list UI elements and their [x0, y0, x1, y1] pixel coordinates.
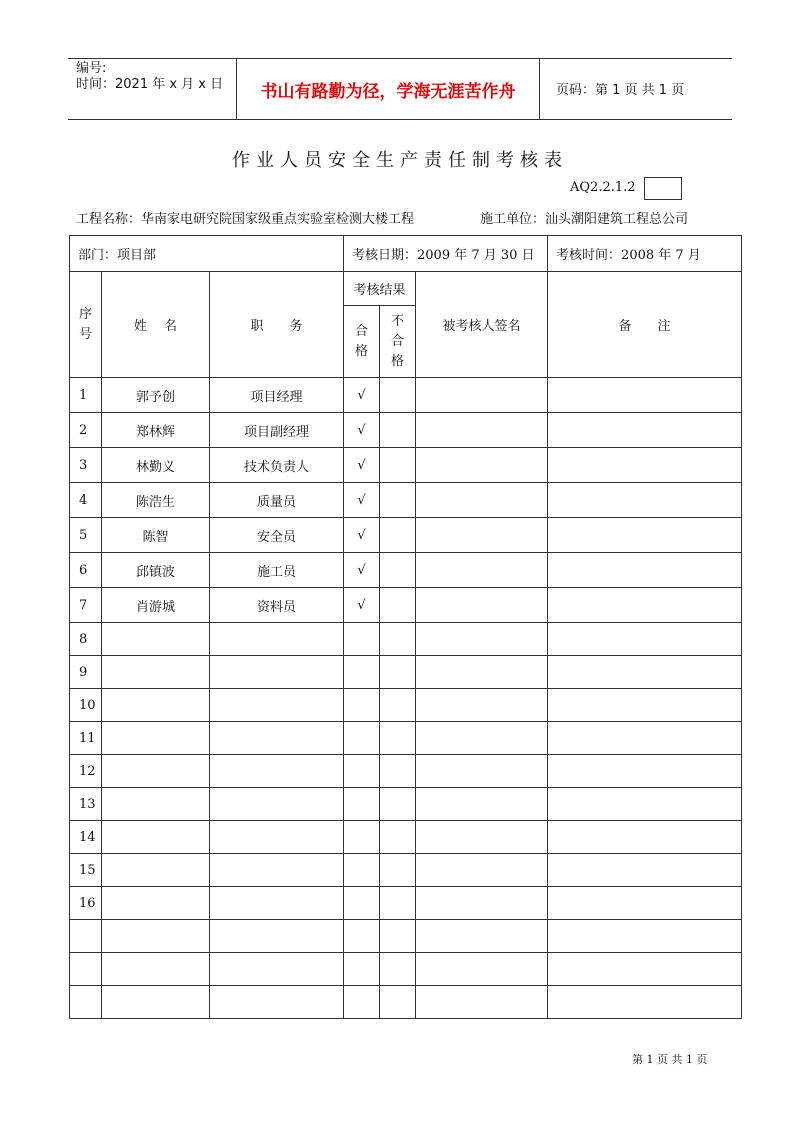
table-row — [70, 887, 742, 920]
pass-cell: √ — [344, 448, 380, 483]
fail-cell — [380, 755, 416, 788]
seq-cell: 3 — [70, 448, 102, 483]
remark-cell — [548, 986, 742, 1019]
column-header-row — [70, 272, 742, 306]
signature-cell — [416, 483, 548, 518]
seq-cell: 15 — [70, 854, 102, 887]
table-row — [70, 953, 742, 986]
signature-cell — [416, 689, 548, 722]
seq-cell: 5 — [70, 518, 102, 553]
fail-cell — [380, 518, 416, 553]
name-cell: 陈智 — [102, 518, 210, 553]
seq-cell — [70, 986, 102, 1019]
table-row — [70, 413, 742, 448]
name-cell: 邱镇波 — [102, 553, 210, 588]
name-cell: 肖游城 — [102, 588, 210, 623]
table-row — [70, 623, 742, 656]
assess-period-cell: 考核时间：2008 年 7 月 — [548, 236, 742, 272]
fail-cell — [380, 854, 416, 887]
remark-cell — [548, 821, 742, 854]
seq-cell: 9 — [70, 656, 102, 689]
signature-header: 被考核人签名 — [416, 272, 548, 378]
fail-cell — [380, 378, 416, 413]
fail-cell — [380, 483, 416, 518]
remark-cell — [548, 854, 742, 887]
table-row — [70, 788, 742, 821]
seq-header-bottom: 号 — [78, 326, 92, 342]
fail-cell — [380, 887, 416, 920]
table-row — [70, 588, 742, 623]
name-cell — [102, 854, 210, 887]
pass-cell — [344, 986, 380, 1019]
table-row — [70, 722, 742, 755]
fail-header-1: 不 — [391, 313, 405, 329]
seq-cell: 13 — [70, 788, 102, 821]
position-cell — [210, 821, 344, 854]
position-cell: 项目经理 — [210, 378, 344, 413]
position-cell: 安全员 — [210, 518, 344, 553]
signature-cell — [416, 953, 548, 986]
header-meta — [76, 61, 223, 93]
pass-cell: √ — [344, 553, 380, 588]
table-row — [70, 986, 742, 1019]
project-name: 工程名称：华南家电研究院国家级重点实验室检测大楼工程 — [76, 212, 415, 227]
pass-cell: √ — [344, 588, 380, 623]
position-cell: 项目副经理 — [210, 413, 344, 448]
remark-header: 备 注 — [548, 272, 742, 378]
remark-cell — [548, 413, 742, 448]
remark-cell — [548, 588, 742, 623]
seq-cell — [70, 953, 102, 986]
pass-cell: √ — [344, 378, 380, 413]
signature-cell — [416, 821, 548, 854]
remark-cell — [548, 656, 742, 689]
signature-cell — [416, 378, 548, 413]
remark-cell — [548, 483, 742, 518]
seq-header-top: 序 — [78, 306, 92, 322]
seq-cell: 1 — [70, 378, 102, 413]
document-header — [68, 58, 732, 120]
pass-cell — [344, 689, 380, 722]
signature-cell — [416, 413, 548, 448]
name-cell — [102, 656, 210, 689]
seq-cell — [70, 920, 102, 953]
seq-cell: 16 — [70, 887, 102, 920]
seq-cell: 6 — [70, 553, 102, 588]
position-cell — [210, 623, 344, 656]
motto-banner: 书山有路勤为径，学海无涯苦作舟 — [236, 59, 540, 119]
signature-cell — [416, 755, 548, 788]
fail-cell — [380, 413, 416, 448]
table-row — [70, 821, 742, 854]
table-row — [70, 656, 742, 689]
seq-cell: 2 — [70, 413, 102, 448]
position-cell — [210, 854, 344, 887]
fail-cell — [380, 689, 416, 722]
name-header: 姓 名 — [102, 272, 210, 378]
table-row — [70, 483, 742, 518]
remark-cell — [548, 448, 742, 483]
fail-cell — [380, 623, 416, 656]
pass-cell — [344, 920, 380, 953]
result-header: 考核结果 — [344, 272, 416, 306]
fail-header — [380, 306, 416, 378]
pass-cell — [344, 623, 380, 656]
pass-header — [344, 306, 380, 378]
fail-cell — [380, 821, 416, 854]
signature-cell — [416, 448, 548, 483]
seq-cell: 7 — [70, 588, 102, 623]
doc-number-label: 编号: — [76, 61, 107, 76]
table-row — [70, 553, 742, 588]
position-cell: 施工员 — [210, 553, 344, 588]
signature-cell — [416, 518, 548, 553]
seq-cell: 12 — [70, 755, 102, 788]
name-cell — [102, 887, 210, 920]
signature-cell — [416, 788, 548, 821]
signature-cell — [416, 656, 548, 689]
table-row — [70, 448, 742, 483]
pass-cell: √ — [344, 483, 380, 518]
position-cell — [210, 986, 344, 1019]
fail-cell — [380, 920, 416, 953]
pass-cell: √ — [344, 413, 380, 448]
remark-cell — [548, 518, 742, 553]
fail-header-2: 合 — [391, 333, 405, 349]
fail-cell — [380, 788, 416, 821]
assess-date-cell: 考核日期：2009 年 7 月 30 日 — [344, 236, 548, 272]
name-cell — [102, 986, 210, 1019]
fail-cell — [380, 986, 416, 1019]
signature-cell — [416, 722, 548, 755]
signature-cell — [416, 986, 548, 1019]
signature-cell — [416, 920, 548, 953]
position-cell — [210, 656, 344, 689]
seq-cell: 4 — [70, 483, 102, 518]
time-label: 时间：2021 年 x 月 x 日 — [76, 77, 224, 92]
signature-cell — [416, 588, 548, 623]
seq-cell: 8 — [70, 623, 102, 656]
seq-cell: 14 — [70, 821, 102, 854]
position-cell: 资料员 — [210, 588, 344, 623]
position-cell — [210, 920, 344, 953]
fail-cell — [380, 953, 416, 986]
department-cell: 部门：项目部 — [70, 236, 344, 272]
signature-cell — [416, 623, 548, 656]
position-header: 职 务 — [210, 272, 344, 378]
name-cell — [102, 788, 210, 821]
table-row — [70, 920, 742, 953]
signature-cell — [416, 854, 548, 887]
position-cell — [210, 722, 344, 755]
remark-cell — [548, 623, 742, 656]
construction-unit: 施工单位：汕头潮阳建筑工程总公司 — [480, 212, 689, 227]
name-cell: 郭予创 — [102, 378, 210, 413]
pass-header-bottom: 格 — [355, 343, 369, 359]
page-footer: 第 1 页 共 1 页 — [632, 1053, 708, 1066]
remark-cell — [548, 755, 742, 788]
fail-cell — [380, 722, 416, 755]
pass-cell — [344, 854, 380, 887]
remark-cell — [548, 553, 742, 588]
fail-header-3: 格 — [391, 353, 405, 369]
pass-cell — [344, 656, 380, 689]
fail-cell — [380, 588, 416, 623]
pass-cell — [344, 788, 380, 821]
position-cell — [210, 755, 344, 788]
position-cell — [210, 953, 344, 986]
assessment-table — [69, 235, 742, 1019]
remark-cell — [548, 887, 742, 920]
position-cell — [210, 887, 344, 920]
table-row — [70, 854, 742, 887]
position-cell — [210, 788, 344, 821]
pass-cell — [344, 953, 380, 986]
name-cell — [102, 755, 210, 788]
fail-cell — [380, 553, 416, 588]
position-cell: 技术负责人 — [210, 448, 344, 483]
remark-cell — [548, 788, 742, 821]
name-cell — [102, 920, 210, 953]
table-row — [70, 755, 742, 788]
fail-cell — [380, 656, 416, 689]
info-row — [70, 236, 742, 272]
fail-cell — [380, 448, 416, 483]
form-code: AQ2.2.1.2 — [570, 180, 636, 195]
seq-cell: 11 — [70, 722, 102, 755]
name-cell: 陈浩生 — [102, 483, 210, 518]
table-row — [70, 518, 742, 553]
name-cell — [102, 821, 210, 854]
page-title: 作业人员安全生产责任制考核表 — [232, 150, 568, 171]
name-cell: 林勤义 — [102, 448, 210, 483]
name-cell — [102, 623, 210, 656]
pass-cell — [344, 755, 380, 788]
remark-cell — [548, 689, 742, 722]
pass-cell — [344, 887, 380, 920]
seq-cell: 10 — [70, 689, 102, 722]
remark-cell — [548, 722, 742, 755]
pass-cell — [344, 722, 380, 755]
remark-cell — [548, 953, 742, 986]
pass-cell — [344, 821, 380, 854]
page-info: 页码：第 1 页 共 1 页 — [556, 83, 685, 98]
table-row — [70, 378, 742, 413]
seq-header — [70, 272, 102, 378]
name-cell — [102, 953, 210, 986]
table-row — [70, 689, 742, 722]
name-cell: 郑林辉 — [102, 413, 210, 448]
form-code-box — [644, 177, 682, 200]
name-cell — [102, 722, 210, 755]
pass-header-top: 合 — [355, 323, 369, 339]
remark-cell — [548, 920, 742, 953]
name-cell — [102, 689, 210, 722]
position-cell: 质量员 — [210, 483, 344, 518]
signature-cell — [416, 887, 548, 920]
position-cell — [210, 689, 344, 722]
pass-cell: √ — [344, 518, 380, 553]
remark-cell — [548, 378, 742, 413]
signature-cell — [416, 553, 548, 588]
